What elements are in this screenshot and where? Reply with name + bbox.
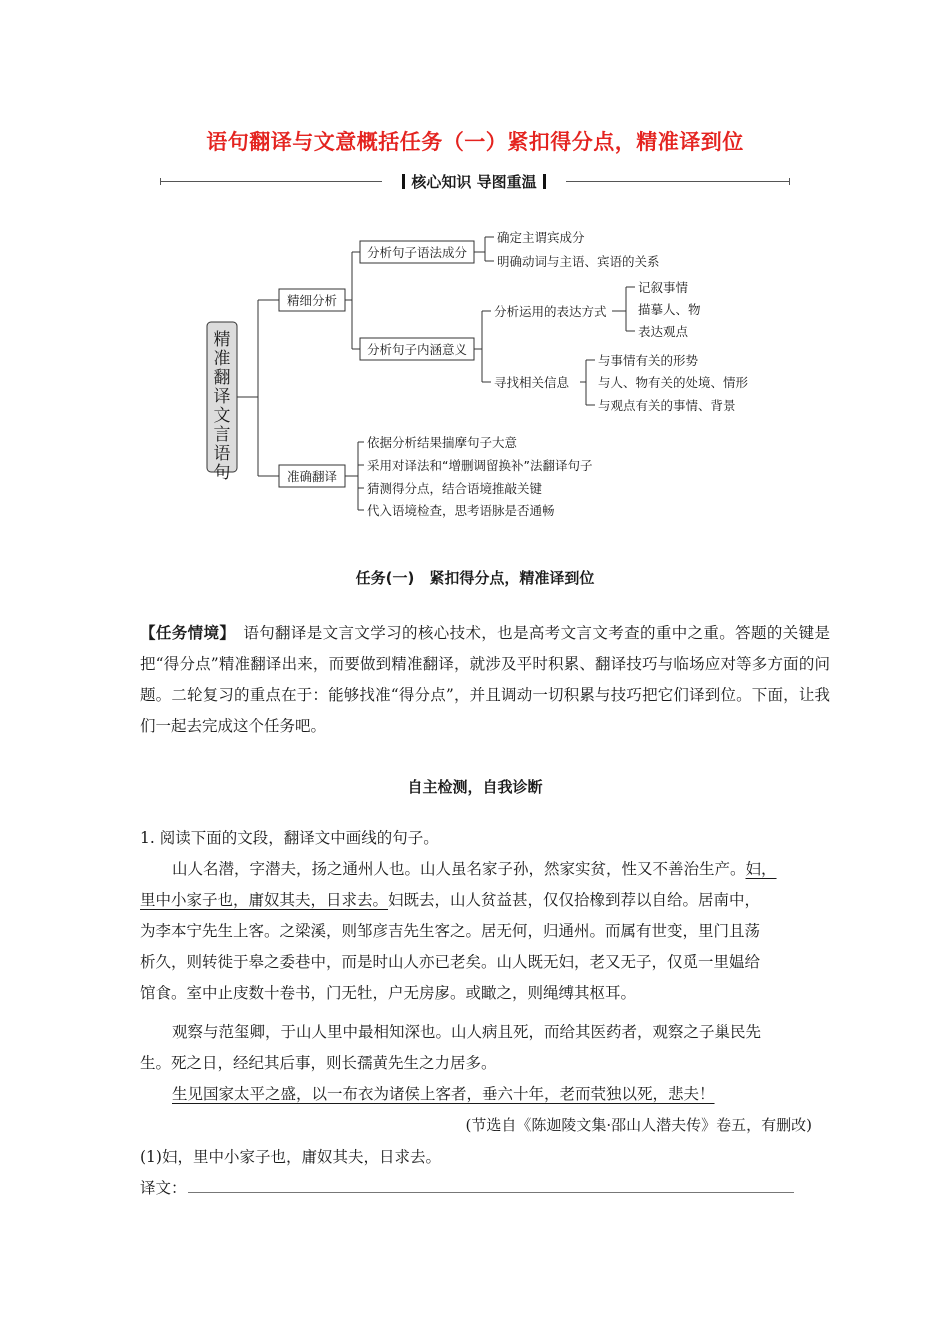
self-check-heading: 自主检测，自我诊断 <box>407 778 543 796</box>
mind-map-root-char: 准 <box>213 349 231 369</box>
sub-question: (1)妇，里中小家子也，庸奴其夫，日求去。 <box>140 1148 441 1166</box>
underlined-sentence: 里中小家子也，庸奴其夫，日求去。 <box>140 891 389 909</box>
task-heading: 任务(一) 紧扣得分点，精准译到位 <box>355 569 595 587</box>
task-context <box>140 618 830 742</box>
leaf-item: 表达观点 <box>638 324 689 339</box>
group-label: 分析运用的表达方式 <box>494 304 607 319</box>
leaf-item: 与观点有关的事情、背景 <box>598 398 736 413</box>
passage-line: 析久，则转徙于皋之委巷中，而是时山人亦已老矣。山人既无妇，老又无子，仅觅一里媪给 <box>140 953 761 971</box>
passage-text: 山人名潜，字潜夫，扬之通州人也。山人虽名家子孙，然家实贫，性又不善治生产。 <box>172 860 746 878</box>
mind-map-root-char: 言 <box>213 425 231 445</box>
leaf-item: 确定主谓宾成分 <box>497 230 585 245</box>
leaf-item: 明确动词与主语、宾语的关系 <box>497 254 660 269</box>
leaf-item: 记叙事情 <box>638 280 689 295</box>
branch-label: 准确翻译 <box>286 469 338 484</box>
mind-map-root-char: 翻 <box>213 368 231 388</box>
mind-map-root-char: 精 <box>213 330 231 350</box>
context-text: 语句翻译是文言文学习的核心技术，也是高考文言文考查的重中之重。答题的关键是把“得分点”精准翻译出来，而要做到精准翻译，就涉及平时积累、翻译技巧与临场应对等多方面的问题。二轮复习的重点在于：能够找准“得分点”，并且调动一切积累与技巧把它们译到位。下面，让我们一起去完成这个任务吧。 <box>140 624 830 735</box>
leaf-item: 描摹人、物 <box>638 302 701 317</box>
answer-line[interactable] <box>188 1192 794 1193</box>
leaf-item: 代入语境检查，思考语脉是否通畅 <box>367 503 555 518</box>
mind-map-root-char: 语 <box>213 444 231 464</box>
context-tag: 【任务情境】 <box>140 624 228 642</box>
sub-label: 分析句子内涵意义 <box>366 342 468 357</box>
passage-source: (节选自《陈迦陵文集·邵山人潜夫传》卷五，有删改) <box>465 1116 812 1134</box>
leaf-item: 依据分析结果揣摩句子大意 <box>367 435 518 450</box>
leaf-item: 与事情有关的形势 <box>598 353 699 368</box>
mind-map-root-char: 译 <box>213 387 231 407</box>
passage-text: 妇既去，山人贫益甚，仅仅拾橡到荐以自给。居南中， <box>388 891 761 909</box>
passage-line: 观察与范玺卿，于山人里中最相知深也。山人病且死，而给其医药者，观察之子巢民先 <box>172 1023 762 1041</box>
passage-line: 生。死之日，经纪其后事，则长孺黄先生之力居多。 <box>140 1054 497 1072</box>
passage-line: 为李本宁先生上客。之梁溪，则邹彦吉先生客之。居无何，归通州。而属有世变，里门且荡 <box>140 922 761 940</box>
passage-line: 馆食。室中止庋数十卷书，门无牡，户无房扅。或瞰之，则绳缚其枢耳。 <box>140 984 637 1002</box>
underlined-sentence: 生见国家太平之盛，以一布衣为诸侯上客者，垂六十年，老而茕独以死，悲夫！ <box>172 1085 715 1103</box>
section-label-text: 核心知识 导图重温 <box>411 173 537 191</box>
page-title: 语句翻译与文意概括任务（一）紧扣得分点，精准译到位 <box>206 130 744 154</box>
group-label: 寻找相关信息 <box>494 375 570 390</box>
leaf-item: 猜测得分点，结合语境推敲关键 <box>367 481 543 496</box>
passage-line <box>172 857 777 879</box>
leaf-item: 采用对译法和“增删调留换补”法翻译句子 <box>367 458 593 473</box>
mind-map <box>0 0 950 540</box>
branch-label: 精细分析 <box>286 293 338 308</box>
mind-map-root-char: 句 <box>213 463 231 483</box>
leaf-item: 与人、物有关的处境、情形 <box>598 375 749 390</box>
mind-map-root-char: 文 <box>213 406 231 426</box>
answer-label: 译文： <box>140 1179 187 1197</box>
underlined-sentence: 妇， <box>745 860 777 878</box>
question-prompt: 1. 阅读下面的文段，翻译文中画线的句子。 <box>140 829 439 847</box>
sub-label: 分析句子语法成分 <box>366 245 468 260</box>
passage-line <box>140 888 760 910</box>
